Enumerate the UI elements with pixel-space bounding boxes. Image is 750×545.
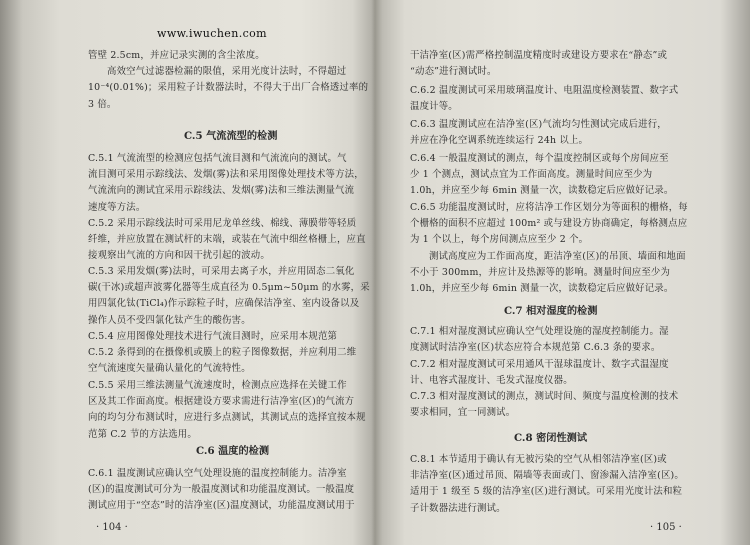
clause-line: 子计数器法进行测试。 [410,502,506,514]
clause-line: C.6.1 温度测试应确认空气处理设施的温度控制能力。洁净室 [88,468,347,479]
clause-line: “动态”进行测试时。 [410,66,497,78]
section-title-c6: C.6 温度的检测 [196,445,270,457]
clause-line: C.5.2 条得到的在摄像机或膜上的粒子图像数据，并应利用二维 [88,347,357,359]
clause-line: 气流流向的测试宜采用示踪线法、发烟(雾)法和三维法测量气流 [88,185,355,197]
clause-c7-1 [410,324,669,356]
clause-line: 个栅格的面积不应超过 100m² 或与建设方协商确定，每格测点应 [410,218,688,230]
clause-line: C.5.5 采用三维法测量气流速度时，检测点应选择在关键工作 [88,380,347,391]
clause-line: 要求相同，宜一同测试。 [410,407,516,419]
intro-text [88,48,368,113]
clause-line: 流目测可采用示踪线法、发烟(雾)法和采用图像处理技术等方法， [88,169,364,181]
clause-c6-4 [410,151,673,200]
clause-line: 纤维，并应放置在测试杆的末端，或装在气流中细丝格栅上，应直 [88,234,366,246]
clause-line: 空气流速度矢量确认量化的气流特性。 [88,363,251,375]
clause-c6-1 [88,466,355,515]
page-number-left: · 104 · [96,522,128,533]
clause-line: (区)的温度测试可分为一般温度测试和功能温度测试。一般温度 [88,484,355,496]
clause-line: 范第 C.2 节的方法选用。 [88,428,197,440]
continued-text [410,48,667,80]
clause-c6-5 [410,200,688,249]
intro-line: 管壁 2.5cm，并应记录实测的含尘浓度。 [88,50,265,61]
clause-line: C.7.1 相对湿度测试应确认空气处理设施的湿度控制能力。湿 [410,326,669,337]
intro-line: 3 倍。 [88,98,117,110]
clause-line: 1.0h，并应至少每 6min 测量一次，读数稳定后应做好记录。 [410,185,674,197]
clause-c6-5-continued [410,249,686,298]
clause-line: 向的均匀分布测试时，应进行多点测试，其测试点的选择宜按本规 [88,412,366,424]
clause-c7-3 [410,389,678,421]
right-page [376,0,750,545]
section-title-c8: C.8 密闭性测试 [514,432,588,444]
clause-line: 计、电容式湿度计、毛发式湿度仪器。 [410,375,573,387]
clause-c5-4 [88,329,356,378]
intro-line: 10⁻⁴(0.01%)；采用粒子计数器法时，不得大于出厂合格透过率的 [88,82,369,94]
clause-line: C.5.3 采用发烟(雾)法时，可采用去离子水，并应用固态二氧化 [88,266,355,277]
clause-c8-1 [410,452,684,517]
clause-line: 干洁净室(区)需严格控制温度精度时或建设方要求在“静态”或 [410,50,668,61]
clause-line: 非洁净室(区)通过吊顶、隔墙等表面或门、窗渗漏入洁净室(区)。 [410,470,684,482]
clause-c6-2 [410,83,678,115]
section-title-c7: C.7 相对湿度的检测 [504,305,598,317]
section-title-c5: C.5 气流流型的检测 [184,130,278,142]
clause-line: C.6.2 温度测试可采用玻璃温度计、电阻温度检测装置、数字式 [410,85,679,96]
page-number-right: · 105 · [650,522,682,533]
clause-c7-2 [410,357,669,389]
clause-line: C.6.4 一般温度测试的测点，每个温度控制区或每个房间应至 [410,153,669,164]
clause-c5-3 [88,264,370,329]
clause-line: C.7.2 相对湿度测试可采用通风干湿球温度计、数字式温湿度 [410,359,669,370]
clause-line: 操作人员不受四氯化钛产生的酸伤害。 [88,314,251,326]
clause-line: 接观察出气流的方向和因干扰引起的波动。 [88,250,270,262]
clause-line: C.5.1 气流流型的检测应包括气流目测和气流流向的测试。气 [88,153,347,164]
clause-line: 测试高度应为工作面高度，距洁净室(区)的吊顶、墙面和地面 [429,251,686,262]
clause-c5-2 [88,216,366,265]
clause-line: 不小于 300mm，并应计及热源等的影响。测量时间应至少为 [410,267,671,279]
clause-line: 度测试时洁净室(区)状态应符合本规范第 C.6.3 条的要求。 [410,342,661,354]
intro-line: 高效空气过滤器检漏的限值，采用光度计法时，不得超过 [107,66,347,78]
clause-line: 用四氯化钛(TiCl₄)作示踪粒子时，应确保洁净室、室内设备以及 [88,298,360,310]
clause-line: 区及其工作面高度。根据建设方要求需进行洁净室(区)的气流方 [88,396,355,408]
clause-line: 少 1 个测点，测试点宜为工作面高度。测量时间应至少为 [410,169,653,181]
clause-line: 1.0h，并应至少每 6min 测量一次，读数稳定后应做好记录。 [410,283,674,295]
clause-line: C.7.3 相对湿度测试的测点，测试时间、频度与温度检测的技术 [410,391,679,402]
clause-line: C.6.3 温度测试应在洁净室(区)气流均匀性测试完成后进行， [410,119,667,130]
clause-line: C.5.2 采用示踪线法时可采用尼龙单丝线、棉线、薄膜带等轻质 [88,218,357,229]
clause-line: 速度等方法。 [88,201,146,213]
watermark: www.iwuchen.com [157,27,268,40]
clause-c5-5 [88,378,366,443]
clause-c5-1 [88,151,364,216]
clause-line: C.6.5 功能温度测试时，应将洁净工作区划分为等面积的栅格，每 [410,202,688,213]
clause-line: 测试应用于“空态”时的洁净室(区)温度测试，功能温度测试用于 [88,500,355,512]
clause-line: 碳(干冰)或超声波雾化器等生成直径为 0.5μm~50μm 的水雾，采 [88,282,370,294]
clause-line: 并应在净化空调系统连续运行 24h 以上。 [410,135,589,147]
clause-line: 为 1 个以上，每个房间测点应至少 2 个。 [410,234,589,246]
clause-line: C.5.4 应用图像处理技术进行气流目测时，应采用本规范第 [88,331,338,342]
clause-line: 适用于 1 级至 5 级的洁净室(区)进行测试。可采用光度计法和粒 [410,486,683,498]
clause-line: C.8.1 本节适用于确认有无被污染的空气从相邻洁净室(区)或 [410,454,667,465]
clause-line: 温度计等。 [410,101,458,113]
left-page [0,0,374,545]
clause-c6-3 [410,117,667,149]
